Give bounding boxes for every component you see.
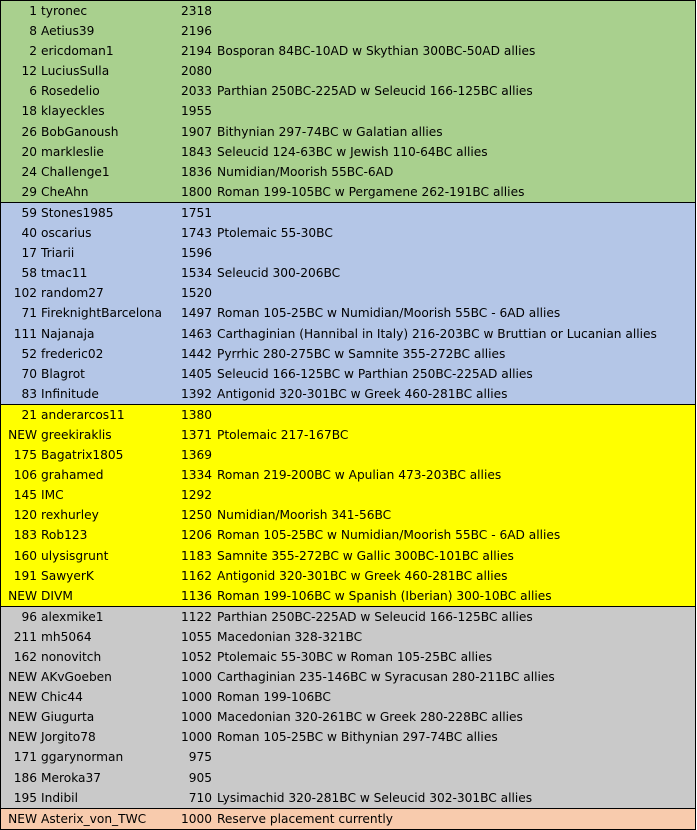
player-name-cell: random27 xyxy=(41,286,104,301)
table-row xyxy=(1,707,695,727)
rating-cell: 2318 xyxy=(180,4,212,18)
army-cell: Samnite 355-272BC w Gallic 300BC-101BC allies xyxy=(217,548,514,563)
rating-cell: 1442 xyxy=(180,346,212,361)
player-name-cell: rexhurley xyxy=(41,508,99,523)
player-name-cell: anderarcos11 xyxy=(41,407,125,422)
rating-cell: 1955 xyxy=(180,104,212,119)
player-name-cell: IMC xyxy=(41,488,64,503)
table-row xyxy=(1,101,695,121)
player-name-cell: nonovitch xyxy=(41,650,102,664)
rank-cell: 1 xyxy=(29,4,37,18)
tier-group-3 xyxy=(0,404,696,606)
army-cell: Roman 199-106BC xyxy=(217,690,331,705)
rating-cell: 1206 xyxy=(180,528,212,543)
rating-cell: 975 xyxy=(188,750,212,765)
player-name-cell: mh5064 xyxy=(41,629,92,644)
rank-cell: 71 xyxy=(21,306,37,321)
player-name-cell: grahamed xyxy=(41,468,104,483)
player-name-cell: AKvGoeben xyxy=(41,670,112,685)
army-cell: Macedonian 320-261BC w Greek 280-228BC allies xyxy=(217,710,523,725)
table-row xyxy=(1,566,695,586)
rank-cell: 26 xyxy=(21,124,37,139)
rank-cell: 162 xyxy=(13,650,37,664)
rating-cell: 1743 xyxy=(180,226,212,241)
army-cell: Numidian/Moorish 341-56BC xyxy=(217,508,392,523)
player-name-cell: BobGanoush xyxy=(41,124,119,139)
rating-cell: 1405 xyxy=(180,366,212,381)
rank-cell: 186 xyxy=(13,770,37,785)
rating-cell: 2033 xyxy=(180,84,212,99)
army-cell: Roman 105-25BC w Bithynian 297-74BC allies xyxy=(217,730,498,745)
army-cell: Roman 105-25BC w Numidian/Moorish 55BC - 6AD allies xyxy=(217,528,561,543)
table-row xyxy=(1,607,695,627)
table-row xyxy=(1,81,695,101)
table-row xyxy=(1,445,695,465)
rank-cell: 175 xyxy=(13,448,37,463)
table-row xyxy=(1,627,695,647)
player-name-cell: ggarynorman xyxy=(41,750,124,765)
table-row xyxy=(1,384,695,404)
table-row xyxy=(1,586,695,606)
table-row xyxy=(1,364,695,384)
player-name-cell: greekiraklis xyxy=(41,427,112,442)
rating-cell: 1136 xyxy=(180,588,212,603)
rating-cell: 1369 xyxy=(180,448,212,463)
rating-cell: 1292 xyxy=(180,488,212,503)
rank-cell: NEW xyxy=(8,730,37,745)
player-name-cell: Aetius39 xyxy=(41,24,95,39)
player-name-cell: Triarii xyxy=(41,246,75,261)
rating-cell: 1371 xyxy=(180,427,212,442)
rating-cell: 1534 xyxy=(180,266,212,281)
rating-cell: 2080 xyxy=(180,64,212,79)
rank-cell: 145 xyxy=(13,488,37,503)
rank-cell: 191 xyxy=(13,568,37,583)
tier-group-1 xyxy=(0,0,696,202)
table-row xyxy=(1,243,695,263)
rating-cell: 1055 xyxy=(180,629,212,644)
rank-cell: 12 xyxy=(21,64,37,79)
rating-cell: 1497 xyxy=(180,306,212,321)
player-name-cell: FireknightBarcelona xyxy=(41,306,162,321)
player-name-cell: Bagatrix1805 xyxy=(41,448,124,463)
player-name-cell: Blagrot xyxy=(41,366,85,381)
table-row xyxy=(1,647,695,667)
table-row xyxy=(1,263,695,283)
table-row xyxy=(1,727,695,747)
rating-cell: 1000 xyxy=(180,811,212,826)
army-cell: Roman 105-25BC w Numidian/Moorish 55BC - 6AD allies xyxy=(217,306,561,321)
player-name-cell: Rob123 xyxy=(41,528,88,543)
player-name-cell: ulysisgrunt xyxy=(41,548,109,563)
rating-cell: 1122 xyxy=(180,609,212,624)
rating-cell: 1907 xyxy=(180,124,212,139)
player-name-cell: Challenge1 xyxy=(41,164,110,179)
rating-cell: 1000 xyxy=(180,730,212,745)
rating-cell: 1463 xyxy=(180,326,212,341)
table-row xyxy=(1,546,695,566)
table-row xyxy=(1,122,695,142)
army-cell: Bosporan 84BC-10AD w Skythian 300BC-50AD allies xyxy=(217,44,536,59)
table-row xyxy=(1,788,695,808)
player-name-cell: alexmike1 xyxy=(41,609,104,624)
army-cell: Carthaginian 235-146BC w Syracusan 280-211BC allies xyxy=(217,670,555,685)
rank-cell: 2 xyxy=(29,44,37,59)
army-cell: Lysimachid 320-281BC w Seleucid 302-301BC allies xyxy=(217,790,533,805)
rating-cell: 1380 xyxy=(180,407,212,422)
rating-cell: 1843 xyxy=(180,144,212,159)
player-name-cell: DIVM xyxy=(41,588,73,603)
army-cell: Carthaginian (Hannibal in Italy) 216-203BC w Bruttian or Lucanian allies xyxy=(217,326,657,341)
rating-cell: 1596 xyxy=(180,246,212,261)
player-name-cell: Infinitude xyxy=(41,386,99,401)
table-row xyxy=(1,485,695,505)
tier-group-5 xyxy=(0,808,696,830)
army-cell: Pyrrhic 280-275BC w Samnite 355-272BC allies xyxy=(217,346,506,361)
rating-cell: 1836 xyxy=(180,164,212,179)
rating-cell: 1751 xyxy=(180,205,212,220)
table-row xyxy=(1,203,695,223)
army-cell: Antigonid 320-301BC w Greek 460-281BC allies xyxy=(217,386,508,401)
table-row xyxy=(1,1,695,21)
rank-cell: 70 xyxy=(21,366,37,381)
rank-cell: 24 xyxy=(21,164,37,179)
rank-cell: 18 xyxy=(21,104,37,119)
rank-cell: 183 xyxy=(13,528,37,543)
table-row xyxy=(1,505,695,525)
rating-cell: 1000 xyxy=(180,710,212,725)
table-row xyxy=(1,667,695,687)
table-row xyxy=(1,687,695,707)
player-name-cell: markleslie xyxy=(41,144,104,159)
table-row xyxy=(1,405,695,425)
player-name-cell: Chic44 xyxy=(41,690,83,705)
rating-cell: 1520 xyxy=(180,286,212,301)
rank-cell: NEW xyxy=(8,670,37,685)
player-name-cell: ericdoman1 xyxy=(41,44,114,59)
player-name-cell: tmac11 xyxy=(41,266,88,281)
rank-cell: 52 xyxy=(21,346,37,361)
table-row xyxy=(1,283,695,303)
rank-cell: NEW xyxy=(8,427,37,442)
army-cell: Roman 199-105BC w Pergamene 262-191BC allies xyxy=(217,184,525,199)
rank-cell: 111 xyxy=(13,326,37,341)
player-name-cell: klayeckles xyxy=(41,104,105,119)
rating-cell: 1334 xyxy=(180,468,212,483)
table-row xyxy=(1,21,695,41)
table-row xyxy=(1,162,695,182)
rank-cell: 211 xyxy=(13,629,37,644)
rank-cell: 40 xyxy=(21,226,37,241)
tier-group-2 xyxy=(0,202,696,404)
rank-cell: 6 xyxy=(29,84,37,99)
army-cell: Roman 219-200BC w Apulian 473-203BC allies xyxy=(217,468,502,483)
army-cell: Ptolemaic 217-167BC xyxy=(217,427,349,442)
rating-cell: 1183 xyxy=(180,548,212,563)
player-name-cell: LuciusSulla xyxy=(41,64,110,79)
rank-cell: 171 xyxy=(13,750,37,765)
player-name-cell: CheAhn xyxy=(41,184,89,199)
rank-cell: 96 xyxy=(21,609,37,624)
rank-cell: 29 xyxy=(21,184,37,199)
army-cell: Seleucid 300-206BC xyxy=(217,266,341,281)
rank-cell: 59 xyxy=(21,205,37,220)
player-name-cell: Meroka37 xyxy=(41,770,102,785)
rating-cell: 2194 xyxy=(180,44,212,59)
rating-cell: 1000 xyxy=(180,690,212,705)
rank-cell: NEW xyxy=(8,588,37,603)
player-name-cell: Asterix_von_TWC xyxy=(41,811,147,826)
rating-cell: 1000 xyxy=(180,670,212,685)
army-cell: Seleucid 124-63BC w Jewish 110-64BC allies xyxy=(217,144,488,159)
rank-cell: 20 xyxy=(21,144,37,159)
player-name-cell: Najanaja xyxy=(41,326,95,341)
table-row xyxy=(1,223,695,243)
rating-cell: 1162 xyxy=(180,568,212,583)
rating-cell: 2196 xyxy=(180,24,212,39)
table-row xyxy=(1,324,695,344)
table-row xyxy=(1,525,695,545)
army-cell: Seleucid 166-125BC w Parthian 250BC-225AD allies xyxy=(217,366,533,381)
rank-cell: 120 xyxy=(13,508,37,523)
table-row xyxy=(1,303,695,323)
army-cell: Roman 199-106BC w Spanish (Iberian) 300-10BC allies xyxy=(217,588,552,603)
player-name-cell: SawyerK xyxy=(41,568,94,583)
rating-cell: 1800 xyxy=(180,184,212,199)
rank-cell: 102 xyxy=(13,286,37,301)
player-name-cell: oscarius xyxy=(41,226,92,241)
army-cell: Reserve placement currently xyxy=(217,811,393,826)
rank-cell: 17 xyxy=(21,246,37,261)
table-row xyxy=(1,768,695,788)
rank-cell: NEW xyxy=(8,710,37,725)
player-name-cell: Jorgito78 xyxy=(41,730,96,745)
player-name-cell: Stones1985 xyxy=(41,205,114,220)
table-row xyxy=(1,61,695,81)
rating-cell: 1392 xyxy=(180,386,212,401)
table-row xyxy=(1,465,695,485)
rank-cell: 58 xyxy=(21,266,37,281)
army-cell: Antigonid 320-301BC w Greek 460-281BC allies xyxy=(217,568,508,583)
rating-cell: 905 xyxy=(188,770,212,785)
rank-cell: NEW xyxy=(8,811,37,826)
table-row xyxy=(1,182,695,202)
table-row xyxy=(1,747,695,767)
rank-cell: NEW xyxy=(8,690,37,705)
player-name-cell: Indibil xyxy=(41,790,78,805)
rating-cell: 1250 xyxy=(180,508,212,523)
table-row xyxy=(1,425,695,445)
rating-cell: 710 xyxy=(188,790,212,805)
rank-cell: 8 xyxy=(29,24,37,39)
table-row xyxy=(1,142,695,162)
army-cell: Numidian/Moorish 55BC-6AD xyxy=(217,164,394,179)
rating-cell: 1052 xyxy=(180,650,212,664)
rank-cell: 160 xyxy=(13,548,37,563)
table-row xyxy=(1,41,695,61)
rank-cell: 83 xyxy=(21,386,37,401)
table-row xyxy=(1,344,695,364)
rank-cell: 21 xyxy=(21,407,37,422)
player-name-cell: frederic02 xyxy=(41,346,104,361)
tier-group-4 xyxy=(0,606,696,808)
player-name-cell: Giugurta xyxy=(41,710,95,725)
player-name-cell: Rosedelio xyxy=(41,84,100,99)
army-cell: Bithynian 297-74BC w Galatian allies xyxy=(217,124,443,139)
rank-cell: 106 xyxy=(13,468,37,483)
rank-cell: 195 xyxy=(13,790,37,805)
army-cell: Macedonian 328-321BC xyxy=(217,629,363,644)
army-cell: Ptolemaic 55-30BC w Roman 105-25BC allies xyxy=(217,650,493,664)
army-cell: Parthian 250BC-225AD w Seleucid 166-125BC allies xyxy=(217,609,533,624)
army-cell: Ptolemaic 55-30BC xyxy=(217,226,333,241)
player-name-cell: tyronec xyxy=(41,4,88,18)
army-cell: Parthian 250BC-225AD w Seleucid 166-125BC allies xyxy=(217,84,533,99)
